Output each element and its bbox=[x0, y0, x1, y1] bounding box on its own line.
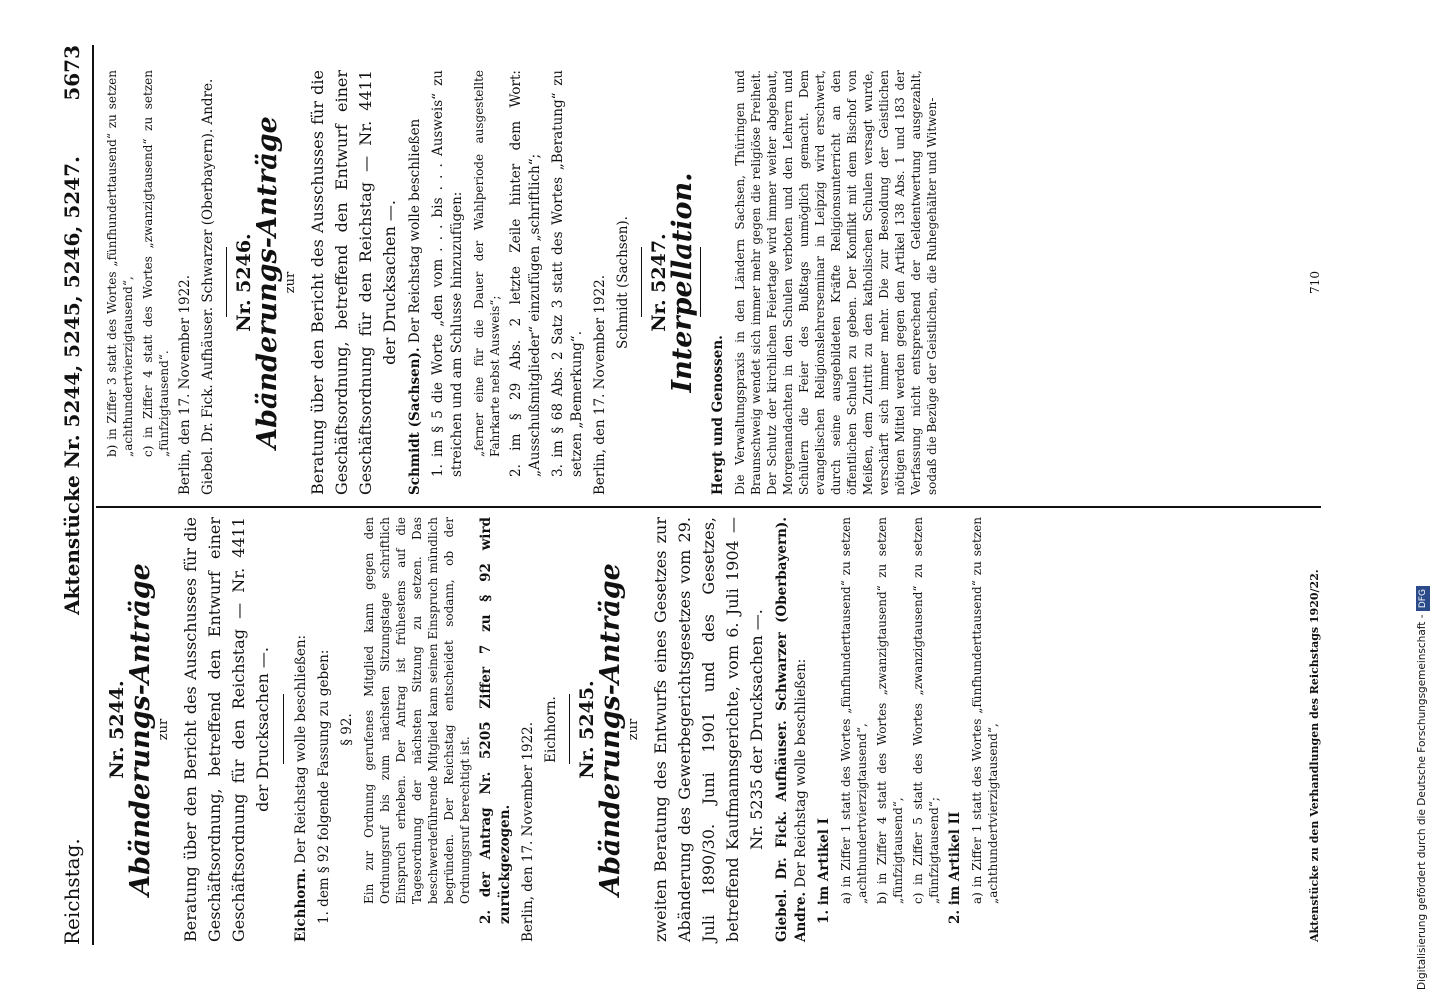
doc-5246-title: Abänderungs-Anträge bbox=[252, 116, 283, 449]
doc-5244-mover: Eichhorn. bbox=[293, 868, 309, 942]
sidebar-credit bbox=[1412, 10, 1432, 990]
doc-5244-paragraph-sign: § 92. bbox=[339, 713, 355, 746]
doc-5246-motion-text: Der Reichstag wolle beschließen bbox=[407, 118, 423, 344]
doc-5245-zur: zur bbox=[626, 718, 641, 741]
doc-5245-motion-text: Der Reichstag wolle beschließen: bbox=[793, 658, 809, 888]
doc-5246-item3: 3. im § 68 Abs. 2 Satz 3 statt des Wortes „Beratung“ zu setzen „Bemerkung“. bbox=[550, 70, 585, 477]
doc-5246-date: Berlin, den 17. November 1922. bbox=[592, 274, 608, 495]
digitization-sidebar bbox=[1412, 10, 1432, 990]
doc-5247-text: Die Verwaltungspraxis in den Ländern Sachsen, Thüringen und Braunschweig wendet sich immer mehr gegen die religiöse Freiheit. Der Schutz der kirchlichen Feiertage wird immer weiter abgebaut, Morgenandachten in den Schulen verboten und den Lehrern und Schülern die Feier des Bußtags unmöglich gemacht. Dem evangelischen Religionslehrerseminar in Leipzig wird erschwert, durch seine ausgebildeten Kräfte Religionsunterricht an den öffentlichen Schulen zu geben. Der Konflikt mit dem Bischof von Meißen, dem Zutritt zu den katholischen Schulen versagt wurde, verschärft sich immer mehr. Die zur Besoldung der Geistlichen nötigen Mittel werden gegen den Artikel 138 Abs. 1 und 183 der Verfassung nicht entsprechend der Geldentwertung ausgezahlt, sodaß die Bezüge der Geistlichen, die Ruhegehälter und Witwen- bbox=[733, 70, 939, 495]
doc-5244-zur: zur bbox=[156, 718, 171, 741]
doc-5245-a1: a) in Ziffer 1 statt des Wortes „fünfhunderttausend“ zu setzen „achthundertvierzigtausend“, bbox=[839, 517, 869, 904]
doc-5245-art1: 1. im Artikel I bbox=[816, 818, 832, 924]
doc-5244-motion-text: Der Reichstag wolle beschließen: bbox=[293, 634, 309, 864]
doc-5246-item1-quote: „ferner eine für die Dauer der Wahlperiode ausgestellte Fahrkarte nebst Ausweis“; bbox=[472, 70, 502, 457]
header-left: Reichstag. bbox=[60, 838, 84, 945]
divider bbox=[700, 248, 701, 318]
doc-5245-b2: b) in Ziffer 3 statt des Wortes „fünfhunderttausend“ zu setzen „achthundertvierzigtausend“, bbox=[105, 70, 135, 457]
divider bbox=[569, 695, 570, 765]
left-column bbox=[100, 517, 1005, 942]
doc-5247-movers: Hergt und Genossen. bbox=[710, 335, 726, 495]
divider bbox=[226, 248, 227, 318]
doc-5244-number: Nr. 5244. bbox=[106, 680, 128, 779]
doc-5245-b1: b) in Ziffer 4 statt des Wortes „zwanzigtausend“ zu setzen „fünfzigtausend“, bbox=[875, 517, 905, 904]
doc-5247-title: Interpellation. bbox=[667, 172, 698, 393]
doc-5245-motion bbox=[773, 517, 811, 942]
doc-5246-zur: zur bbox=[283, 271, 298, 294]
divider bbox=[283, 695, 284, 765]
doc-5245-art2: 2. im Artikel II bbox=[947, 811, 963, 924]
doc-5246-motion bbox=[406, 70, 425, 495]
divider bbox=[641, 248, 642, 318]
footer-folio: 710 bbox=[1308, 271, 1322, 294]
doc-5244-item2: 2. der Antrag Nr. 5205 Ziffer 7 zu § 92 wird zurückgezogen. bbox=[478, 517, 513, 924]
doc-5246-item1: 1. im § 5 die Worte „den vom . . . bis . . . Ausweis“ zu streichen und am Schlusse hinzuzufügen: bbox=[430, 70, 465, 477]
column-divider bbox=[96, 506, 1321, 508]
doc-5244-intro: Beratung über den Bericht des Ausschusses für die Geschäftsordnung, betreffend den Entwurf einer Geschäftsordnung für den Reichstag — Nr. 4411 der Drucksachen —. bbox=[181, 517, 272, 942]
right-column bbox=[100, 70, 944, 495]
doc-5245-intro: zweiten Beratung des Entwurfs eines Gesetzes zur Abänderung des Gewerbegerichtsgesetzes vom 29. Juli 1890/30. Juni 1901 und des Gesetzes, betreffend Kaufmannsgerichte, vom 6. Juli 1904 — Nr. 5235 der Drucksachen —. bbox=[651, 517, 766, 942]
doc-5244-item1: 1. dem § 92 folgende Fassung zu geben: bbox=[316, 649, 332, 924]
doc-5245-c2: c) in Ziffer 4 statt des Wortes „zwanzigtausend“ zu setzen „fünfzigtausend“. bbox=[141, 70, 171, 457]
doc-5245-a2: a) in Ziffer 1 statt des Wortes „fünfhunderttausend“ zu setzen „achthundertvierzigtausend“, bbox=[970, 517, 1000, 904]
header-rule bbox=[92, 45, 94, 945]
doc-5246-mover: Schmidt (Sachsen). bbox=[407, 347, 423, 495]
doc-5244-paragraph-text: Ein zur Ordnung gerufenes Mitglied kann gegen den Ordnungsruf bis zum nächsten Sitzungstage schriftlich Einspruch erheben. Der Antrag ist frühestens auf die Tagesordnung der nächsten Sitzung zu setzen. Das beschwerdeführende Mitglied kann seinen Einspruch mündlich begründen. Der Reichstag entscheidet sodann, ob der Ordnungsruf berechtigt ist. bbox=[362, 517, 472, 904]
doc-5245-date: Berlin, den 17. November 1922. bbox=[177, 274, 193, 495]
doc-5246-intro: Beratung über den Bericht des Ausschusses für die Geschäftsordnung, betreffend den Entwurf einer Geschäftsordnung für den Reichstag — Nr. 4411 der Drucksachen —. bbox=[308, 70, 399, 495]
doc-5244-signer: Eichhorn. bbox=[543, 696, 559, 763]
doc-5245-movers: Giebel. Dr. Fick. Aufhäuser. Schwarzer (Oberbayern). Andre. bbox=[774, 517, 809, 942]
footer-series: Aktenstücke zu den Verhandlungen des Reichstags 1920/22. bbox=[1308, 569, 1321, 942]
page-number: 5673 bbox=[60, 45, 84, 101]
doc-5244-motion bbox=[292, 517, 311, 942]
doc-5246-signer: Schmidt (Sachsen). bbox=[615, 216, 631, 349]
doc-5246-item2: 2. im § 29 Abs. 2 letzte Zeile hinter dem Wort: „Ausschußmitglieder“ einzufügen „schriftlich“; bbox=[508, 70, 543, 477]
doc-5245-signers: Giebel. Dr. Fick. Aufhäuser. Schwarzer (Oberbayern). Andre. bbox=[200, 78, 216, 495]
doc-5245-title: Abänderungs-Anträge bbox=[595, 563, 626, 896]
doc-5247-number: Nr. 5247. bbox=[648, 233, 670, 332]
doc-5246-number: Nr. 5246. bbox=[233, 233, 255, 332]
doc-5244-date: Berlin, den 17. November 1922. bbox=[520, 721, 536, 942]
sidebar-text: Digitalisierung gefördert durch die Deutsche Forschungsgemeinschaft - bbox=[1416, 614, 1428, 990]
dfg-logo: DFG bbox=[1416, 586, 1430, 611]
page-header bbox=[60, 45, 100, 945]
doc-5245-c1: c) in Ziffer 5 statt des Wortes „zwanzigtausend“ zu setzen „fünfzigtausend“; bbox=[911, 517, 941, 904]
doc-5245-number: Nr. 5245. bbox=[576, 680, 598, 779]
doc-5244-title: Abänderungs-Anträge bbox=[125, 563, 156, 896]
header-center: Aktenstücke Nr. 5244, 5245, 5246, 5247. bbox=[60, 156, 84, 615]
